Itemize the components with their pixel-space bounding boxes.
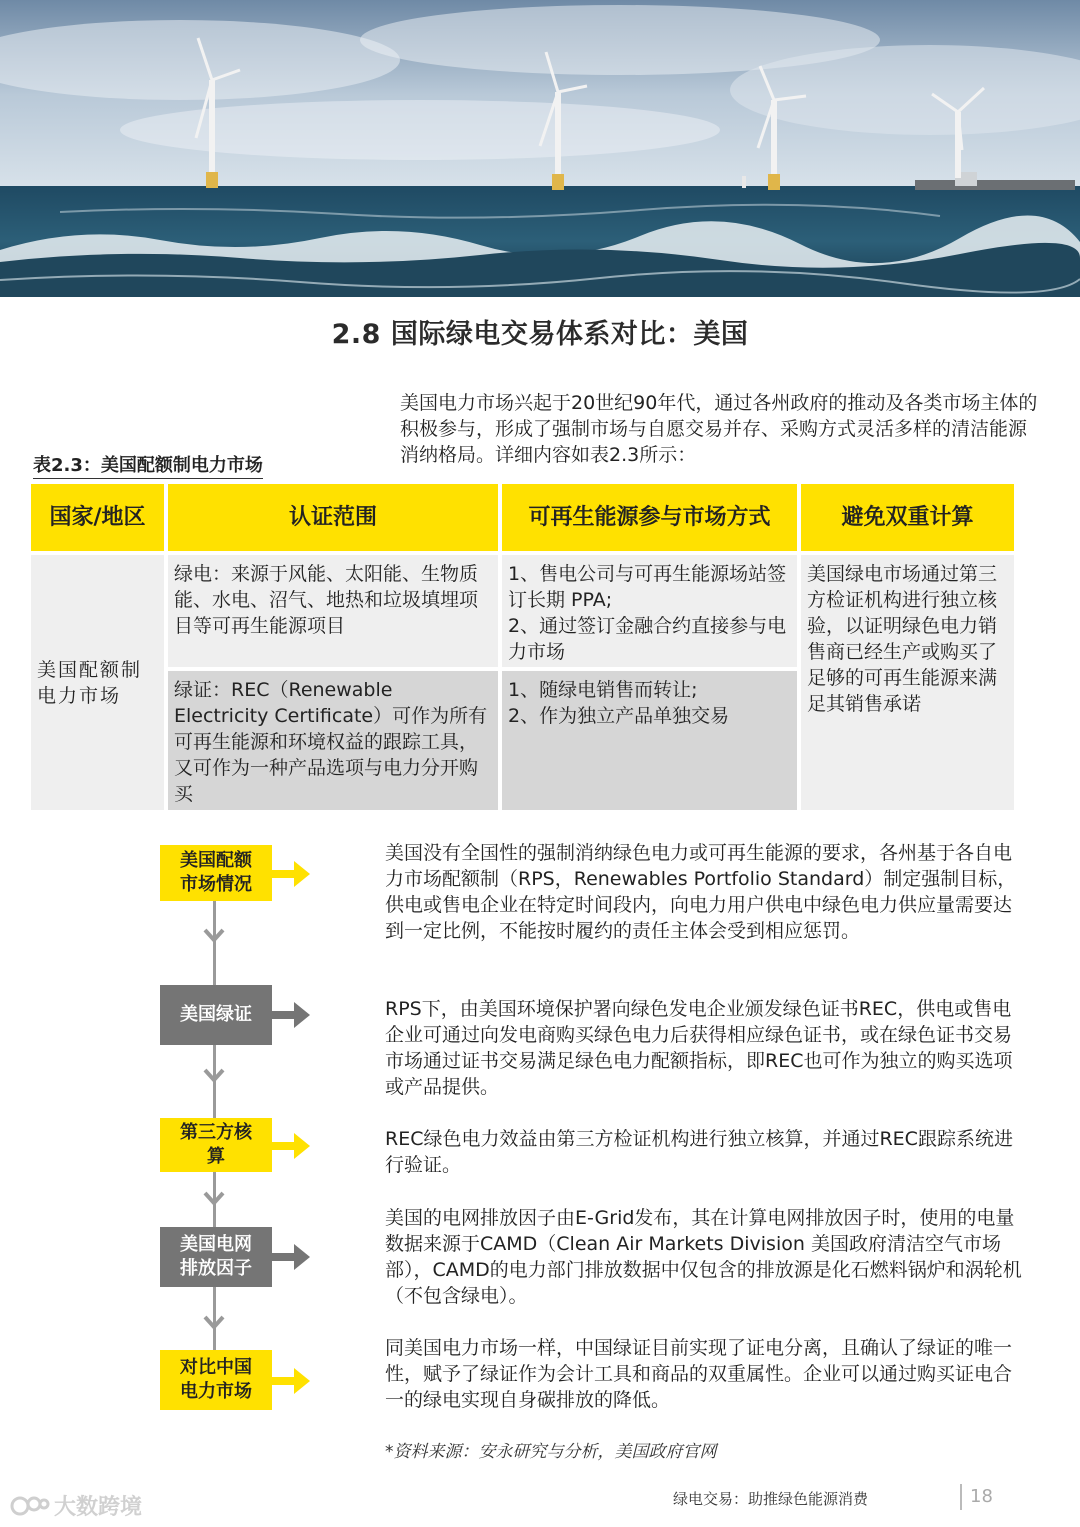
source-note: *资料来源：安永研究与分析，美国政府官网: [385, 1442, 717, 1462]
cell-scope-green-power: 绿电：来源于风能、太阳能、生物质能、水电、沼气、地热和垃圾填埋项目等可再生能源项目: [168, 555, 498, 667]
footer-title: 绿电交易：助推绿色能源消费: [673, 1490, 869, 1508]
arrow-right-icon: [272, 1000, 312, 1030]
table-caption: 表2.3：美国配额制电力市场: [33, 451, 263, 479]
cell-double-count: 美国绿电市场通过第三方检证机构进行独立核验，以证明绿色电力销售商已经生产或购买了足够的可再生能源来满足其销售承诺: [801, 555, 1014, 810]
arrow-right-icon: [272, 859, 312, 889]
cell-method-rec: 1、随绿电销售而转让; 2、作为独立产品单独交易: [502, 671, 797, 810]
flow-step-third-party: 第三方核 算: [160, 1118, 272, 1172]
watermark: [10, 1490, 142, 1521]
flow-step-us-rec: 美国绿证: [160, 985, 272, 1045]
hero-photo-wind-turbines: [0, 0, 1080, 297]
chevron-down-icon: [203, 1312, 225, 1334]
cell-scope-rec: 绿证：REC（Renewable Electricity Certificate）可作为所有可再生能源和环境权益的跟踪工具，又可作为一种产品选项与电力分开购买: [168, 671, 498, 810]
header-double-count: 避免双重计算: [801, 484, 1014, 551]
intro-paragraph: 美国电力市场兴起于20世纪90年代，通过各州政府的推动及各类市场主体的积极参与，形成了强制市场与自愿交易并存、采购方式灵活多样的清洁能源消纳格局。详细内容如表2.3所示：: [400, 392, 1038, 466]
arrow-right-icon: [272, 1131, 312, 1161]
market-table: [31, 484, 1014, 810]
chevron-down-icon: [203, 1188, 225, 1210]
footer-divider: [960, 1484, 962, 1510]
watermark-logo-icon: [10, 1495, 50, 1517]
flow-text-rps-market: 美国没有全国性的强制消纳绿色电力或可再生能源的要求，各州基于各自电力市场配额制（RPS，Renewables Portfolio Standard）制定强制目标，供电或售电企业在特定时间段内，向电力用户供电中绿色电力供应量需要达到一定比例，不能按时履约的责任主体会受到相应惩罚。: [385, 842, 1017, 942]
page-number: 18: [970, 1486, 993, 1507]
flow-text-china-compare: 同美国电力市场一样，中国绿证目前实现了证电分离，且确认了绿证的唯一性，赋予了绿证作为会计工具和商品的双重属性。企业可以通过购买证电合一的绿电实现自身碳排放的降低。: [385, 1337, 1013, 1411]
header-method: 可再生能源参与市场方式: [502, 484, 797, 551]
section-title: 2.8 国际绿电交易体系对比：美国: [331, 319, 749, 350]
flow-step-china-compare: 对比中国 电力市场: [160, 1350, 272, 1410]
header-scope: 认证范围: [168, 484, 498, 551]
chevron-down-icon: [203, 1065, 225, 1087]
flow-step-rps-market: 美国配额 市场情况: [160, 845, 272, 901]
chevron-down-icon: [203, 925, 225, 947]
flow-step-grid-emission: 美国电网 排放因子: [160, 1227, 272, 1287]
arrow-right-icon: [272, 1366, 312, 1396]
arrow-right-icon: [272, 1242, 312, 1272]
flow-text-us-rec: RPS下，由美国环境保护署向绿色发电企业颁发绿色证书REC，供电或售电企业可通过向发电商购买绿色电力后获得相应绿色证书，或在绿色证书交易市场通过证书交易满足绿色电力配额指标，即REC也可作为独立的购买选项或产品提供。: [385, 998, 1013, 1098]
watermark-text: 大数跨境: [54, 1495, 143, 1520]
cell-method-green-power: 1、售电公司与可再生能源场站签订长期 PPA; 2、通过签订金融合约直接参与电力市场: [502, 555, 797, 667]
flow-text-third-party: REC绿色电力效益由第三方检证机构进行独立核算，并通过REC跟踪系统进行验证。: [385, 1128, 1013, 1176]
cell-region: 美国配额制电力市场: [31, 555, 164, 810]
header-region: 国家/地区: [31, 484, 164, 551]
flow-text-grid-emission: 美国的电网排放因子由E-Grid发布，其在计算电网排放因子时，使用的电量数据来源于CAMD（Clean Air Markets Division 美国政府清洁空气市场部），CAMD的电力部门排放数据中仅包含的排放源是化石燃料锅炉和涡轮机（不包含绿电）。: [385, 1207, 1022, 1307]
